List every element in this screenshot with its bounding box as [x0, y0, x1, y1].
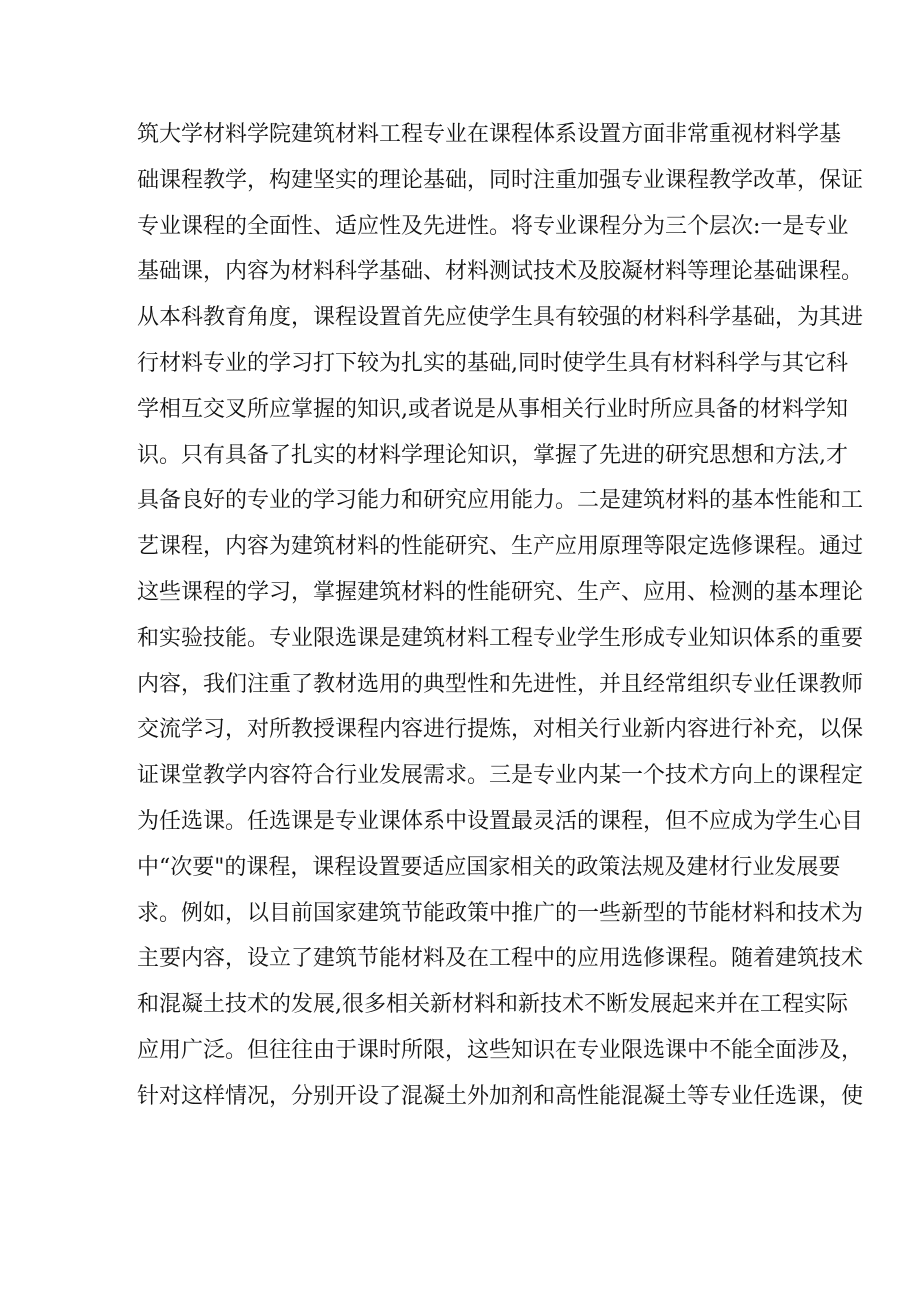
text-line: 主要内容，设立了建筑节能材料及在工程中的应用选修课程。随着建筑技术 — [137, 946, 864, 972]
text-line: 针对这样情况，分别开设了混凝土外加剂和高性能混凝土等专业任选课，使 — [137, 1083, 864, 1109]
text-line: 中“次要"的课程，课程设置要适应国家相关的政策法规及建材行业发展要 — [137, 854, 841, 880]
text-line: 求。例如，以目前国家建筑节能政策中推广的一些新型的节能材料和技术为 — [137, 900, 864, 926]
text-line: 内容，我们注重了教材选用的典型性和先进性，并且经常组织专业任课教师 — [137, 671, 864, 697]
text-line: 这些课程的学习，掌握建筑材料的性能研究、生产、应用、检测的基本理论 — [137, 579, 864, 605]
text-line: 行材料专业的学习打下较为扎实的基础,同时使学生具有材料科学与其它科 — [137, 350, 848, 376]
text-line: 基础课，内容为材料科学基础、材料测试技术及胶凝材料等理论基础课程。 — [137, 259, 864, 285]
text-line: 专业课程的全面性、适应性及先进性。将专业课程分为三个层次:一是专业 — [137, 213, 849, 239]
text-line: 识。只有具备了扎实的材料学理论知识，掌握了先进的研究思想和方法,才 — [137, 442, 848, 468]
text-line: 证课堂教学内容符合行业发展需求。三是专业内某一个技术方向上的课程定 — [137, 763, 864, 789]
text-line: 应用广泛。但往往由于课时所限，这些知识在专业限选课中不能全面涉及， — [137, 1037, 864, 1063]
text-line: 从本科教育角度，课程设置首先应使学生具有较强的材料科学基础，为其进 — [137, 305, 864, 331]
text-line: 交流学习，对所教授课程内容进行提炼，对相关行业新内容进行补充，以保 — [137, 717, 864, 743]
text-line: 艺课程，内容为建筑材料的性能研究、生产应用原理等限定选修课程。通过 — [137, 534, 864, 560]
text-line: 具备良好的专业的学习能力和研究应用能力。二是建筑材料的基本性能和工 — [137, 488, 864, 514]
body-text — [137, 112, 864, 1120]
text-line: 础课程教学，构建坚实的理论基础，同时注重加强专业课程教学改革，保证 — [137, 167, 864, 193]
text-line: 和实验技能。专业限选课是建筑材料工程专业学生形成专业知识体系的重要 — [137, 625, 864, 651]
text-line: 筑大学材料学院建筑材料工程专业在课程体系设置方面非常重视材料学基 — [137, 122, 842, 147]
text-line: 学相互交叉所应掌握的知识,或者说是从事相关行业时所应具备的材料学知 — [137, 396, 848, 422]
text-line: 为任选课。任选课是专业课体系中设置最灵活的课程，但不应成为学生心目 — [137, 808, 864, 834]
text-line: 和混凝土技术的发展,很多相关新材料和新技术不断发展起来并在工程实际 — [137, 992, 848, 1018]
